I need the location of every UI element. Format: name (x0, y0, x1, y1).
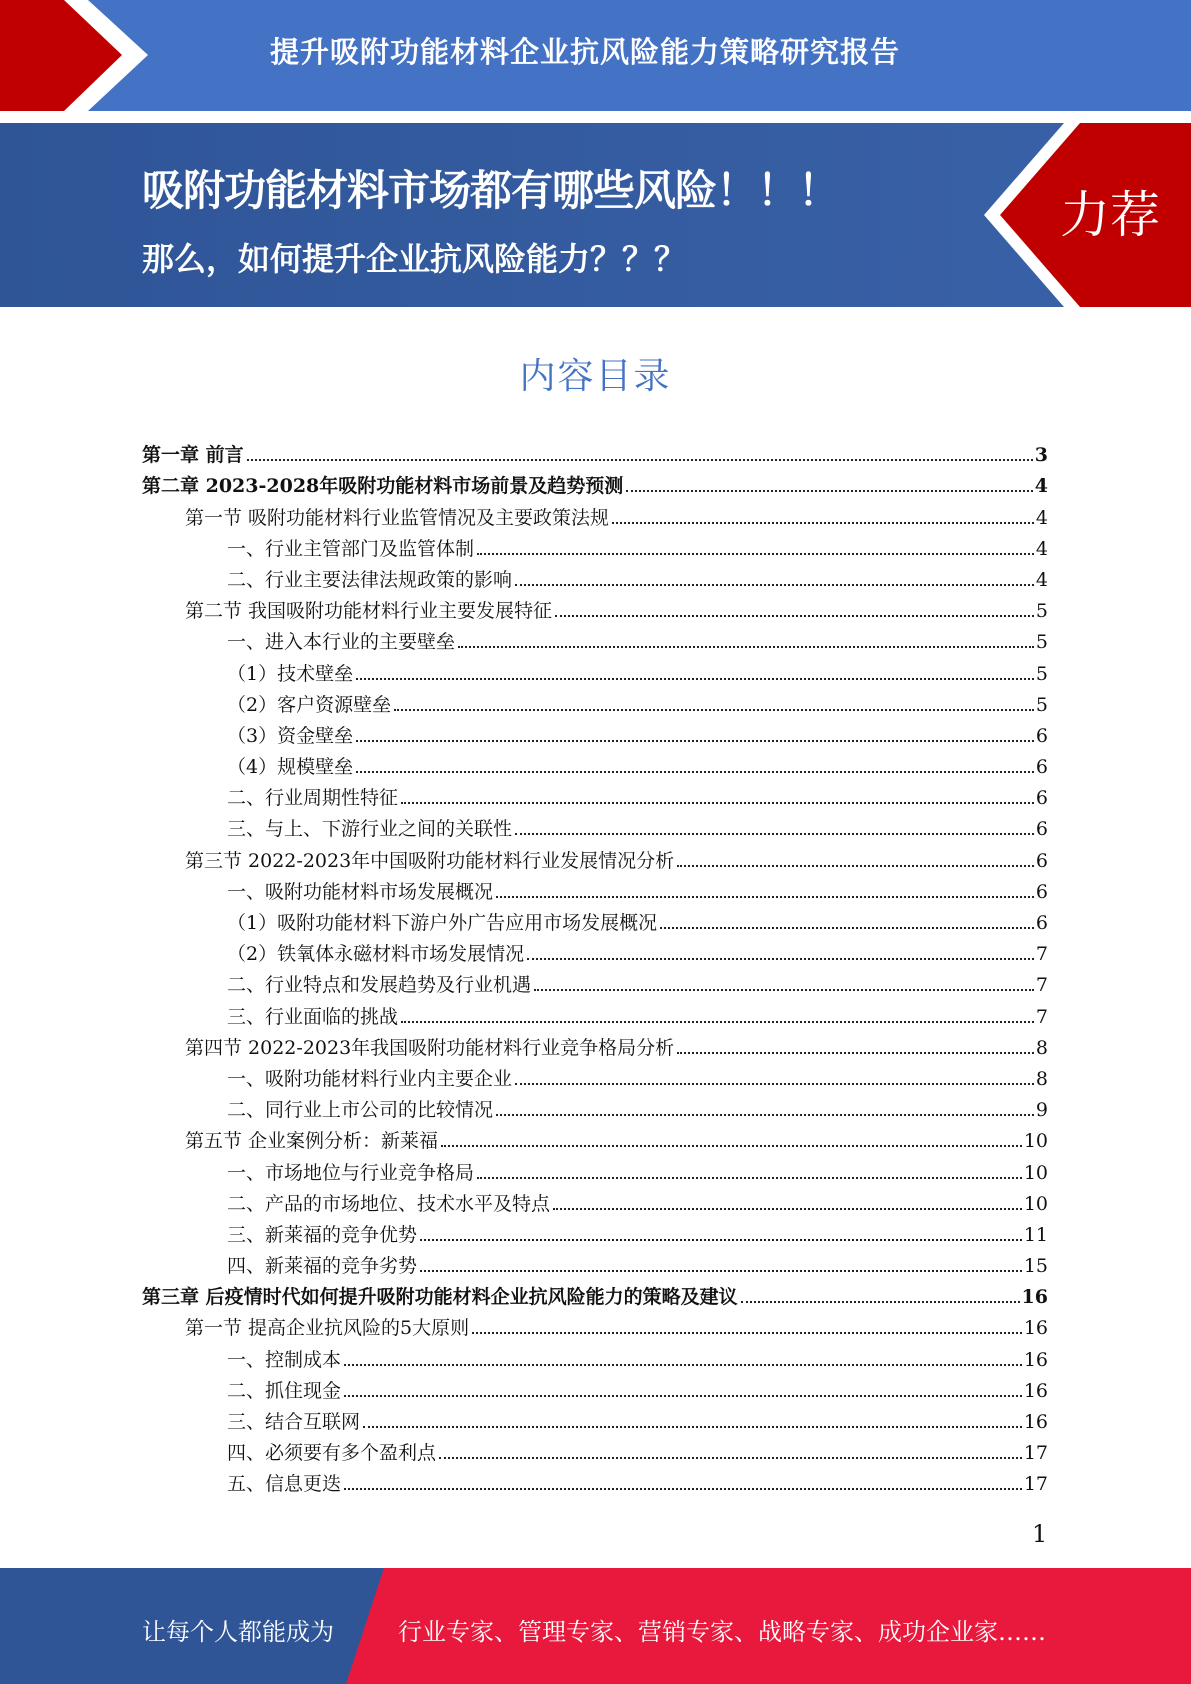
toc-leader-dots (496, 896, 1034, 898)
toc-entry-title: 二、抓住现金 (227, 1379, 342, 1402)
toc-entry[interactable] (142, 1247, 1048, 1278)
toc-entry-page: 5 (1035, 662, 1048, 685)
toc-entry-page: 6 (1035, 849, 1048, 872)
toc-entry-title: 一、市场地位与行业竞争格局 (227, 1161, 475, 1184)
toc-entry-title: 四、必须要有多个盈利点 (227, 1442, 437, 1465)
toc-entry-title: 五、信息更迭 (227, 1473, 342, 1496)
toc-entry[interactable] (142, 997, 1048, 1028)
toc-entry-title: 一、行业主管部门及监管体制 (227, 537, 475, 560)
toc-entry-title: 一、控制成本 (227, 1348, 342, 1371)
toc-entry-title: （1）吸附功能材料下游户外广告应用市场发展概况 (227, 912, 658, 934)
toc-entry[interactable] (142, 530, 1048, 561)
toc-entry[interactable] (142, 1091, 1048, 1122)
toc-leader-dots (394, 709, 1034, 711)
toc-leader-dots (612, 522, 1034, 524)
toc-leader-dots (356, 740, 1034, 742)
toc-leader-dots (356, 678, 1034, 680)
toc-entry[interactable] (142, 904, 1048, 935)
toc-entry-page: 16 (1023, 1411, 1048, 1433)
toc-leader-dots (458, 646, 1034, 648)
toc-entry-title: （2）客户资源壁垒 (227, 693, 392, 716)
toc-leader-dots (660, 927, 1034, 929)
toc-leader-dots (247, 459, 1033, 461)
toc-entry[interactable] (142, 1465, 1048, 1496)
toc-entry[interactable] (142, 467, 1048, 498)
toc-entry-page: 5 (1035, 693, 1048, 716)
toc-entry-page: 16 (1023, 1348, 1048, 1371)
toc-entry-page: 6 (1035, 818, 1048, 841)
toc-leader-dots (677, 865, 1034, 867)
toc-entry-page: 6 (1035, 756, 1048, 779)
toc-leader-dots (477, 553, 1034, 555)
toc-entry[interactable] (142, 1216, 1048, 1247)
toc-entry-title: 二、行业主要法律法规政策的影响 (227, 568, 513, 591)
toc-entry-page: 11 (1023, 1223, 1048, 1246)
toc-entry-page: 17 (1023, 1473, 1048, 1496)
footer-slogan-left: 让每个人都能成为 (142, 1618, 334, 1646)
toc-entry-title: 第一章 前言 (142, 444, 244, 467)
toc-entry-page: 10 (1023, 1130, 1048, 1153)
toc-entry-title: 第一节 吸附功能材料行业监管情况及主要政策法规 (185, 506, 610, 529)
toc-entry-page: 4 (1035, 537, 1048, 560)
report-title: 提升吸附功能材料企业抗风险能力策略研究报告 (270, 35, 901, 69)
toc-entry[interactable] (142, 654, 1048, 685)
table-of-contents (142, 436, 1048, 1496)
toc-leader-dots (363, 1426, 1022, 1428)
toc-entry[interactable] (142, 748, 1048, 779)
toc-entry[interactable] (142, 686, 1048, 717)
toc-entry-title: 四、新莱福的竞争劣势 (227, 1255, 418, 1278)
toc-entry-title: 二、同行业上市公司的比较情况 (227, 1099, 494, 1122)
toc-entry-title: 第五节 企业案例分析：新莱福 (185, 1130, 439, 1153)
toc-entry-page: 4 (1034, 475, 1048, 498)
recommend-badge: 力荐 (1060, 186, 1160, 244)
toc-entry-page: 3 (1034, 444, 1048, 467)
toc-entry-title: 第一节 提高企业抗风险的5大原则 (185, 1317, 470, 1340)
toc-entry[interactable] (142, 1278, 1048, 1309)
toc-entry-page: 16 (1021, 1286, 1048, 1309)
toc-entry-title: （2）铁氧体永磁材料市场发展情况 (227, 943, 525, 966)
toc-entry[interactable] (142, 1403, 1048, 1434)
toc-entry-page: 6 (1035, 724, 1048, 747)
toc-entry[interactable] (142, 1060, 1048, 1091)
toc-entry-page: 6 (1035, 880, 1048, 903)
top-banner (0, 0, 1191, 111)
toc-entry-page: 5 (1035, 600, 1048, 623)
toc-entry-title: 第四节 2022-2023年我国吸附功能材料行业竞争格局分析 (185, 1036, 675, 1059)
toc-entry-page: 7 (1035, 974, 1048, 997)
toc-entry-page: 10 (1023, 1161, 1048, 1184)
toc-leader-dots (626, 490, 1033, 492)
footer-banner (0, 1568, 1191, 1684)
toc-leader-dots (515, 833, 1034, 835)
toc-entry-title: 一、吸附功能材料市场发展概况 (227, 880, 494, 903)
toc-entry-page: 16 (1023, 1317, 1048, 1340)
toc-entry-page: 6 (1035, 912, 1048, 934)
toc-leader-dots (553, 1208, 1022, 1210)
toc-leader-dots (515, 1083, 1034, 1085)
toc-entry-page: 6 (1035, 787, 1048, 810)
toc-entry-page: 10 (1023, 1192, 1048, 1215)
toc-leader-dots (401, 1021, 1034, 1023)
toc-leader-dots (344, 1488, 1022, 1490)
toc-leader-dots (496, 1114, 1034, 1116)
toc-entry[interactable] (142, 498, 1048, 529)
toc-entry-title: （3）资金壁垒 (227, 724, 354, 747)
toc-entry-title: 第二节 我国吸附功能材料行业主要发展特征 (185, 600, 553, 623)
toc-entry[interactable] (142, 1185, 1048, 1216)
toc-entry[interactable] (142, 841, 1048, 872)
toc-entry-title: 一、吸附功能材料行业内主要企业 (227, 1067, 513, 1090)
toc-entry[interactable] (142, 1029, 1048, 1060)
toc-entry-page: 8 (1035, 1067, 1048, 1090)
toc-entry-page: 7 (1035, 943, 1048, 966)
toc-entry-title: 二、行业特点和发展趋势及行业机遇 (227, 974, 532, 997)
toc-entry-title: 三、结合互联网 (227, 1411, 361, 1433)
toc-entry[interactable] (142, 779, 1048, 810)
toc-leader-dots (515, 584, 1034, 586)
toc-entry[interactable] (142, 623, 1048, 654)
toc-heading: 内容目录 (519, 356, 672, 397)
toc-leader-dots (741, 1301, 1020, 1303)
toc-entry[interactable] (142, 873, 1048, 904)
toc-entry-title: 第三节 2022-2023年中国吸附功能材料行业发展情况分析 (185, 849, 675, 872)
toc-entry[interactable] (142, 1122, 1048, 1153)
toc-entry-page: 7 (1035, 1005, 1048, 1028)
page-number: 1 (1032, 1520, 1048, 1548)
hero-subheadline: 那么，如何提升企业抗风险能力？？？ (142, 240, 687, 278)
toc-entry[interactable] (142, 1372, 1048, 1403)
hero-banner (0, 123, 1191, 307)
toc-entry-title: 第二章 2023-2028年吸附功能材料市场前景及趋势预测 (142, 475, 624, 498)
toc-entry[interactable] (142, 1340, 1048, 1371)
toc-leader-dots (356, 771, 1034, 773)
toc-leader-dots (441, 1145, 1022, 1147)
toc-leader-dots (472, 1332, 1022, 1334)
toc-entry[interactable] (142, 436, 1048, 467)
toc-leader-dots (677, 1052, 1034, 1054)
hero-headline: 吸附功能材料市场都有哪些风险！！！ (142, 166, 840, 215)
toc-entry-title: 三、行业面临的挑战 (227, 1005, 399, 1028)
footer-slogan-right: 行业专家、管理专家、营销专家、战略专家、成功企业家…… (398, 1618, 1046, 1646)
toc-leader-dots (555, 615, 1034, 617)
toc-entry[interactable] (142, 935, 1048, 966)
toc-entry-title: 二、行业周期性特征 (227, 787, 399, 810)
toc-entry-page: 16 (1023, 1379, 1048, 1402)
toc-entry-title: （1）技术壁垒 (227, 662, 354, 685)
toc-entry-title: 三、与上、下游行业之间的关联性 (227, 818, 513, 841)
toc-entry-title: 第三章 后疫情时代如何提升吸附功能材料企业抗风险能力的策略及建议 (142, 1286, 738, 1309)
toc-entry[interactable] (142, 1309, 1048, 1340)
toc-entry[interactable] (142, 810, 1048, 841)
toc-entry[interactable] (142, 717, 1048, 748)
toc-entry-title: （4）规模壁垒 (227, 756, 354, 779)
toc-entry-page: 4 (1035, 506, 1048, 529)
toc-leader-dots (420, 1270, 1022, 1272)
toc-leader-dots (439, 1457, 1022, 1459)
toc-entry-title: 三、新莱福的竞争优势 (227, 1223, 418, 1246)
toc-leader-dots (534, 989, 1034, 991)
toc-entry[interactable] (142, 1153, 1048, 1184)
toc-entry[interactable] (142, 592, 1048, 623)
toc-entry-title: 二、产品的市场地位、技术水平及特点 (227, 1192, 551, 1215)
toc-leader-dots (477, 1177, 1022, 1179)
toc-entry-page: 8 (1035, 1036, 1048, 1059)
toc-leader-dots (344, 1364, 1022, 1366)
toc-entry-page: 5 (1035, 631, 1048, 654)
toc-leader-dots (344, 1395, 1022, 1397)
toc-entry[interactable] (142, 1434, 1048, 1465)
toc-leader-dots (401, 802, 1034, 804)
toc-entry-page: 9 (1035, 1099, 1048, 1122)
toc-leader-dots (420, 1239, 1022, 1241)
toc-entry-title: 一、进入本行业的主要壁垒 (227, 631, 456, 654)
toc-entry[interactable] (142, 561, 1048, 592)
toc-entry-page: 15 (1023, 1255, 1048, 1278)
toc-entry-page: 17 (1023, 1442, 1048, 1465)
toc-entry-page: 4 (1035, 568, 1048, 591)
toc-entry[interactable] (142, 966, 1048, 997)
toc-leader-dots (527, 958, 1034, 960)
